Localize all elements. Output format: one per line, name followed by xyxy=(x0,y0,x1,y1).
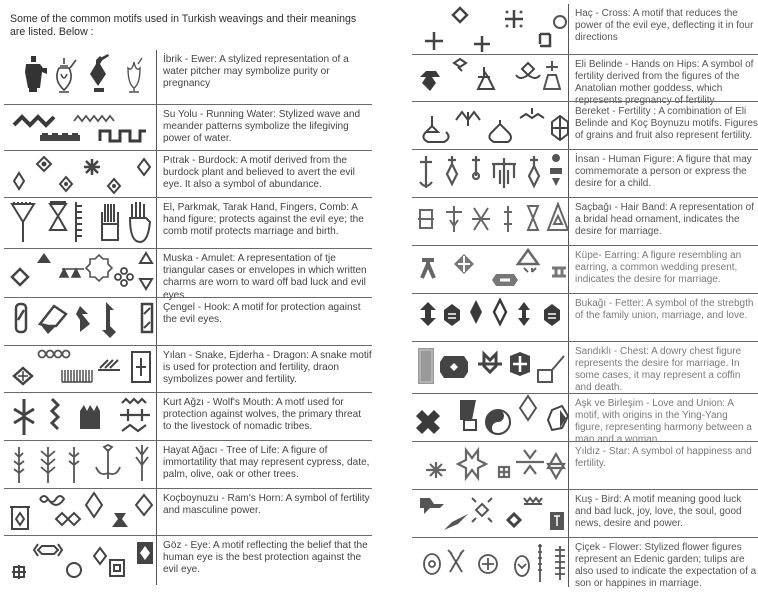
motif-description: Pıtrak - Burdock: A motif derived from the burdock plant and believed to avert the evil eye. It also a symbol of abundance. xyxy=(163,155,355,191)
motif-row-sandikli xyxy=(412,341,758,393)
motif-row-yilan xyxy=(4,345,372,392)
motif-description: Çengel - Hook: A motif for protection against the evil eyes. xyxy=(163,302,361,326)
motif-row-ibrik xyxy=(4,50,372,104)
cross-motif-icon xyxy=(412,4,569,54)
motif-row-cicek xyxy=(412,537,758,587)
motif-row-yildiz xyxy=(412,441,758,489)
motif-description: İbrik - Ewer: A stylized representation of a water pitcher may symbolize purity or pregnancy xyxy=(163,54,349,90)
motif-description: Muska - Amulet: A representation of tje triangular cases or envelopes in which written charms are worn to ward off bad luck and evil eyes. xyxy=(163,253,367,301)
motif-row-insan xyxy=(412,149,758,197)
motif-row-ask-ve-birlesim xyxy=(412,393,758,445)
motif-row-bukagi xyxy=(412,293,758,341)
motif-description: Koçboynuzu - Ram's Horn: A symbol of fertility and masculine power. xyxy=(163,493,370,517)
motif-row-kocboynuzu xyxy=(4,488,372,535)
motif-row-kupe xyxy=(412,245,758,293)
motif-row-eli-belinde xyxy=(412,54,758,106)
motif-description: Hayat Ağacı - Tree of Life: A figure of immortatility that may represent cypress, date, palm, olive, oak or other trees. xyxy=(163,445,370,481)
motif-description: Kuş - Bird: A motif meaning good luck and bad luck, joy, love, the soul, good news, desire and power. xyxy=(575,494,742,529)
motif-row-sacbagi xyxy=(412,197,758,245)
hands-on-hips-motif-icon xyxy=(412,55,569,101)
motif-row-su-yolu xyxy=(4,104,372,150)
eye-motif-icon xyxy=(4,536,157,585)
left-motif-table xyxy=(4,50,372,585)
amulet-motif-icon xyxy=(4,249,157,297)
fetter-motif-icon xyxy=(412,294,569,341)
intro-text: Some of the common motifs used in Turkish weavings and their meanings are listed. Below : xyxy=(10,13,357,38)
hook-motif-icon xyxy=(4,298,157,345)
love-union-motif-icon xyxy=(412,394,569,441)
motif-description: Göz - Eye: A motif reflecting the belief that the human eye is the best protection against the evil eye. xyxy=(163,540,368,576)
motif-description: Su Yolu - Running Water: Stylized wave and meander patterns symbolize the lifegiving power of water. xyxy=(163,109,361,145)
motif-row-muska xyxy=(4,248,372,301)
motif-row-hayat-agaci xyxy=(4,440,372,488)
motif-description: Sandıklı - Chest: A dowry chest figure represents the desire for marriage. In some cases, it may represent a coffin and death. xyxy=(575,346,742,393)
motif-row-bereket xyxy=(412,101,758,149)
motif-description: Haç - Cross: A motif that reduces the power of the evil eye, deflecting it in four directions xyxy=(575,8,754,43)
hand-comb-motif-icon xyxy=(4,198,157,248)
ewer-motif-icon xyxy=(4,50,157,104)
chest-motif-icon xyxy=(412,342,569,393)
flower-motif-icon xyxy=(412,538,569,587)
rams-horn-motif-icon xyxy=(4,489,157,535)
motif-description: Bereket - Fertility : A combination of Eli Belinde and Koç Boynuzu motifs. Figures of grains and fruit also represent fertility. xyxy=(575,106,758,141)
snake-dragon-motif-icon xyxy=(4,346,157,392)
hair-band-motif-icon xyxy=(412,198,569,245)
motif-description: Kurt Ağzı - Wolf's Mouth: A motf used for protection against wolves, the primary threat to the livestock of nomadic tribes. xyxy=(163,397,362,433)
motif-row-hac xyxy=(412,4,758,54)
motif-description: Yıldız - Star: A symbol of happiness and fertility. xyxy=(575,446,752,469)
tree-of-life-motif-icon xyxy=(4,441,157,488)
motif-description: Bukağı - Fetter: A symbol of the strebgth of the family union, marriage, and love. xyxy=(575,298,754,321)
motif-row-cengel xyxy=(4,297,372,345)
motif-description: Yılan - Snake, Ejderha - Dragon: A snake motif is used for protection and fertility, draon symbolizes power and fertility. xyxy=(163,350,372,386)
motif-row-pitrak xyxy=(4,150,372,197)
motif-row-el-parmak xyxy=(4,197,372,248)
motif-description: Küpe- Earring: A figure resembling an earring, a common wedding present, indicates the desire for marriage. xyxy=(575,250,742,285)
human-figure-motif-icon xyxy=(412,150,569,197)
star-motif-icon xyxy=(412,442,569,489)
fertility-motif-icon xyxy=(412,102,569,149)
bird-motif-icon xyxy=(412,490,569,537)
motif-description: El, Parkmak, Tarak Hand, Fingers, Comb: A hand figure; protects against the evil eye; the comb motif protects marriage and birth. xyxy=(163,202,364,238)
motif-description: Eli Belinde - Hands on Hips: A symbol of fertility derived from the figures of the Anatolian mother goddess, which represents pregnancy of fertility xyxy=(575,59,754,106)
motif-row-goz xyxy=(4,535,372,585)
running-water-motif-icon xyxy=(4,105,157,150)
motif-description: Saçbağı - Hair Band: A representation of a bridal head ornament, indicates the desire for marriage. xyxy=(575,202,754,237)
motif-description: Çiçek - Flower: Stylized flower figures represent an Edenic garden; tulips are also used to indicate the expectation of a son or happines in marriage. xyxy=(575,542,757,589)
earring-motif-icon xyxy=(412,246,569,293)
wolfs-mouth-motif-icon xyxy=(4,393,157,440)
motif-row-kus xyxy=(412,489,758,537)
motif-row-kurt-agzi xyxy=(4,392,372,440)
right-motif-table xyxy=(412,4,758,587)
motif-description: İnsan - Human Figure: A figure that may commemorate a person or express the desire for a child. xyxy=(575,154,752,189)
motif-description: Aşk ve Birleşim - Love and Union: A motif, with origins in the Ying-Yang figure, representing harmony between a man and a woman. xyxy=(575,398,752,445)
burdock-motif-icon xyxy=(4,151,157,197)
